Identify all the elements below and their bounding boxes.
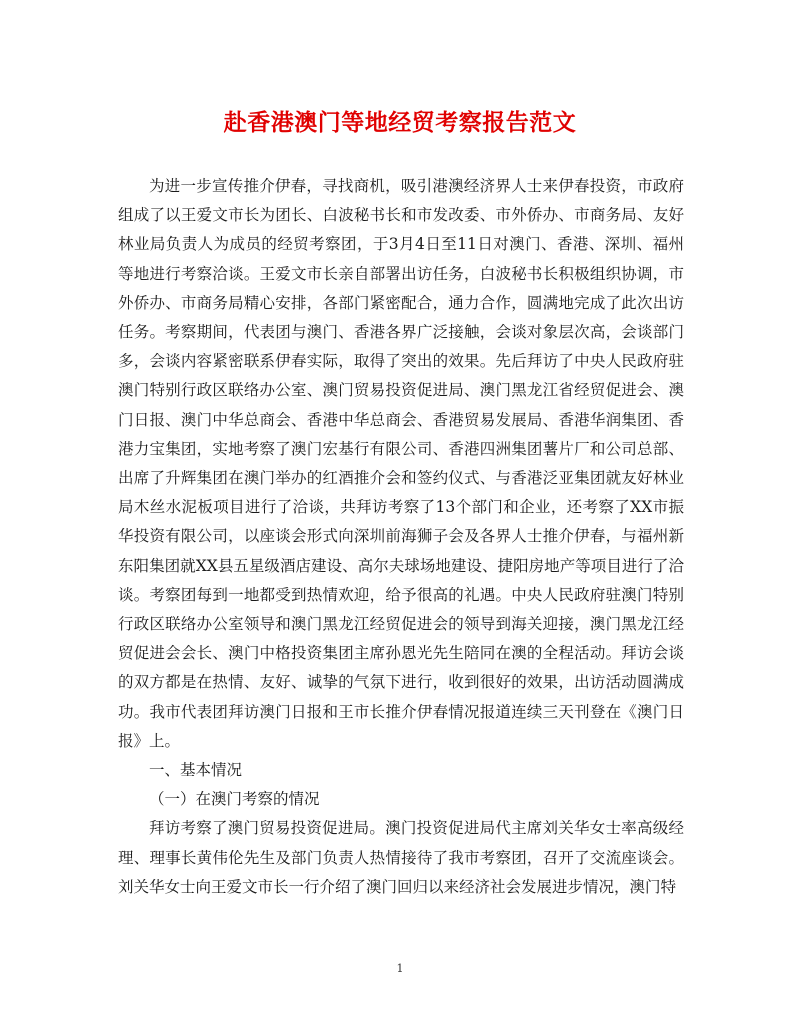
document-body <box>118 172 684 902</box>
subsection-heading: （一）在澳门考察的情况 <box>149 790 320 809</box>
body-paragraph: 为进一步宣传推介伊春，寻找商机，吸引港澳经济界人士来伊春投资，市政府组成了以王爱文市长为团长、白波秘书长和市发改委、市外侨办、市商务局、友好林业局负责人为成员的经贸考察团，于3月4日至11日对澳门、香港、深圳、福州等地进行考察洽谈。王爱文市长亲自部署出访任务，白波秘书长积极组织协调，市外侨办、市商务局精心安排，各部门紧密配合，通力合作，圆满地完成了此次出访任务。考察期间，代表团与澳门、香港各界广泛接触，会谈对象层次高，会谈部门多，会谈内容紧密联系伊春实际，取得了突出的效果。先后拜访了中央人民政府驻澳门特别行政区联络办公室、澳门贸易投资促进局、澳门黑龙江省经贸促进会、澳门日报、澳门中华总商会、香港中华总商会、香港贸易发展局、香港华润集团、香港力宝集团，实地考察了澳门宏基行有限公司、香港四洲集团薯片厂和公司总部、出席了升辉集团在澳门举办的红酒推介会和签约仪式、与香港泛亚集团就友好林业局木丝水泥板项目进行了洽谈，共拜访考察了13个部门和企业，还考察了XX市振华投资有限公司，以座谈会形式向深圳前海狮子会及各界人士推介伊春，与福州新东阳集团就XX县五星级酒店建设、高尔夫球场地建设、捷阳房地产等项目进行了洽谈。考察团每到一地都受到热情欢迎，给予很高的礼遇。中央人民政府驻澳门特别行政区联络办公室领导和澳门黑龙江经贸促进会的领导到海关迎接，澳门黑龙江经贸促进会会长、澳门中格投资集团主席孙恩光先生陪同在澳的全程活动。拜访会谈的双方都是在热情、友好、诚挚的气氛下进行，收到很好的效果，出访活动圆满成功。我市代表团拜访澳门日报和王市长推介伊春情况报道连续三天刊登在《澳门日报》上。 <box>118 177 684 750</box>
body-paragraph: 拜访考察了澳门贸易投资促进局。澳门投资促进局代主席刘关华女士率高级经理、理事长黄伟伦先生及部门负责人热情接待了我市考察团，召开了交流座谈会。刘关华女士向王爱文市长一行介绍了澳门回归以来经济社会发展进步情况，澳门特 <box>118 819 684 896</box>
page-number: 1 <box>396 962 404 975</box>
section-heading: 一、基本情况 <box>149 761 243 780</box>
document-title: 赴香港澳门等地经贸考察报告范文 <box>223 109 577 136</box>
